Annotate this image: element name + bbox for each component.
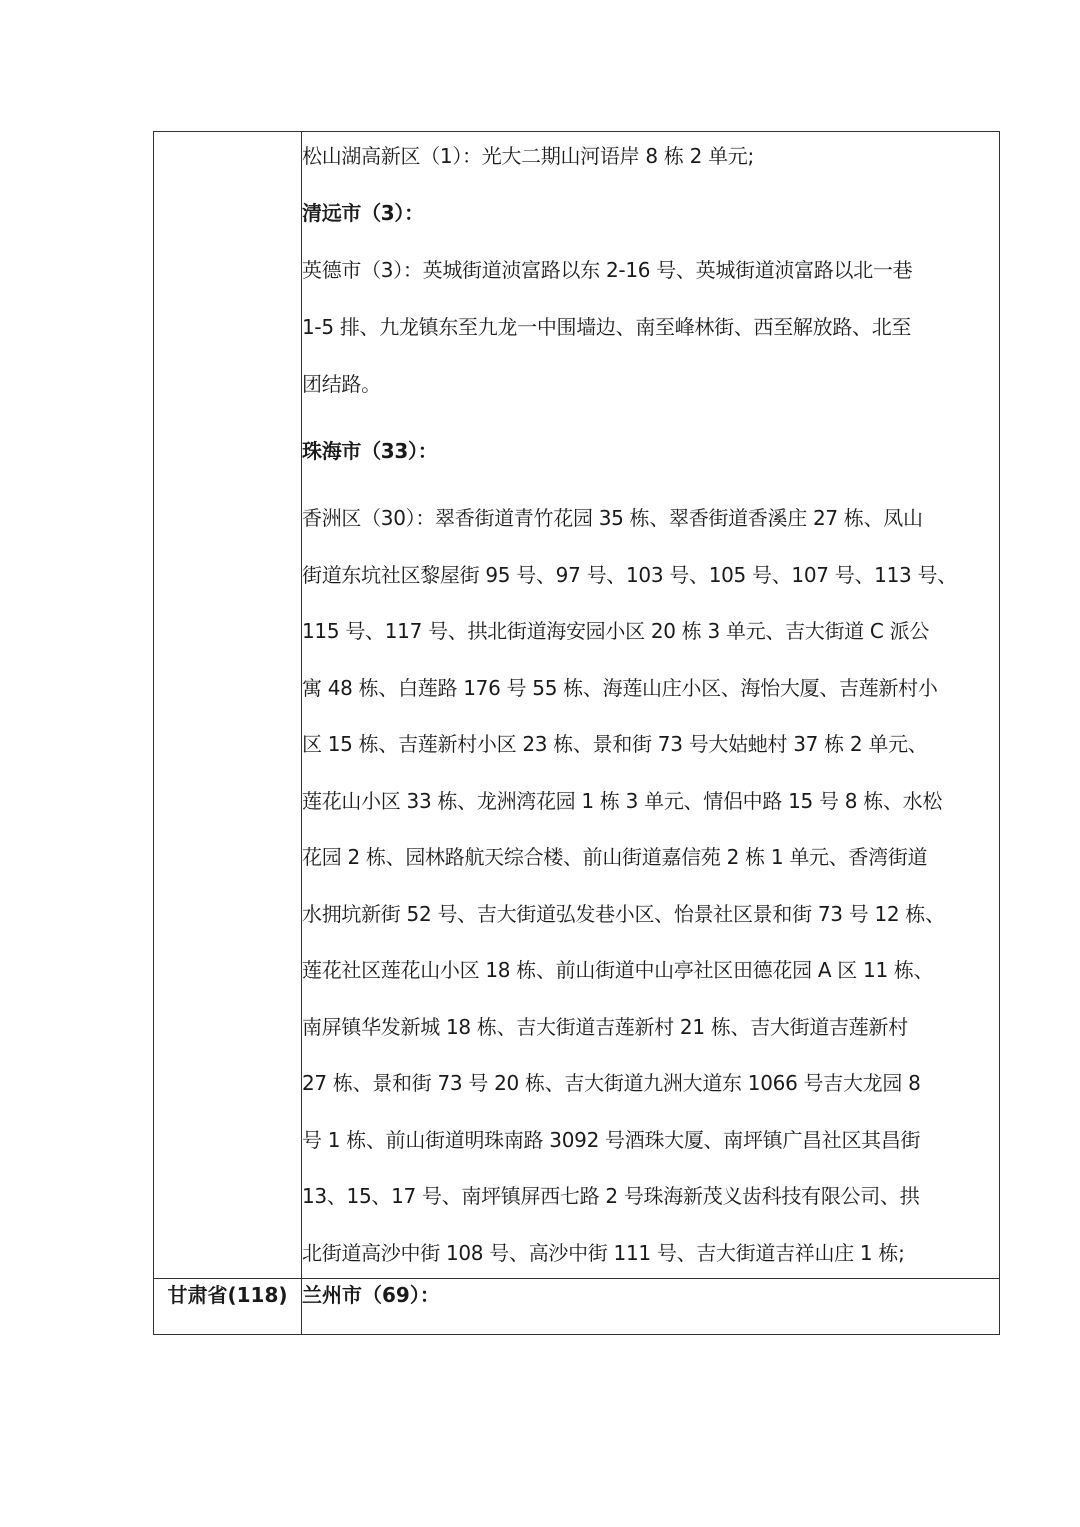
epidemic-area-table [153,131,1000,1335]
text-line: 水拥坑新街 52 号、吉大街道弘发巷小区、怡景社区景和街 73 号 12 栋、 [302,901,945,926]
text-line: 花园 2 栋、园林路航天综合楼、前山街道嘉信苑 2 栋 1 单元、香湾街道 [302,845,928,869]
text-line: 寓 48 栋、白莲路 176 号 55 栋、海莲山庄小区、海怡大厦、吉莲新村小 [302,675,938,700]
text-line: 莲花社区莲花山小区 18 栋、前山街道中山亭社区田德花园 A 区 11 栋、 [302,958,934,982]
content-cell [302,132,1000,1279]
table-row [154,1279,1000,1335]
text-line: 北街道高沙中街 108 号、高沙中街 111 号、吉大街道吉祥山庄 1 栋; [302,1240,905,1265]
district-line: 松山湖高新区（1）：光大二期山河语岸 8 栋 2 单元; [302,144,754,168]
text-line: 莲花山小区 33 栋、龙洲湾花园 1 栋 3 单元、情侣中路 15 号 8 栋、水松 [302,788,943,813]
city-heading: 兰州市（69）： [302,1279,1000,1335]
text-line: 27 栋、景和街 73 号 20 栋、吉大街道九洲大道东 1066 号吉大龙园 8 [302,1071,921,1095]
table-row [154,132,1000,1279]
text-line: 1-5 排、九龙镇东至九龙一中围墙边、南至峰林街、西至解放路、北至 [302,315,912,339]
text-line: 英德市（3）：英城街道浈富路以东 2-16 号、英城街道浈富路以北一巷 [302,258,913,282]
text-line: 115 号、117 号、拱北街道海安园小区 20 栋 3 单元、吉大街道 C 派公 [302,619,930,643]
province-cell: 甘肃省(118) [154,1279,302,1335]
text-line: 南屏镇华发新城 18 栋、吉大街道吉莲新村 21 栋、吉大街道吉莲新村 [302,1014,908,1039]
city-heading: 清远市（3）： [302,201,424,225]
district-block-yingde [302,256,999,398]
text-line: 号 1 栋、前山街道明珠南路 3092 号酒珠大厦、南坪镇广昌社区其昌街 [302,1127,921,1152]
district-block-xiangzhou [302,504,999,1267]
city-heading: 珠海市（33）： [302,439,438,463]
text-line: 团结路。 [302,372,381,396]
text-line: 街道东坑社区黎屋街 95 号、97 号、103 号、105 号、107 号、113 号、 [302,562,957,587]
text-line: 香洲区（30）：翠香街道青竹花园 35 栋、翠香街道香溪庄 27 栋、凤山 [302,506,923,530]
text-line: 13、15、17 号、南坪镇屏西七路 2 号珠海新茂义齿科技有限公司、拱 [302,1184,920,1208]
text-line: 区 15 栋、吉莲新村小区 23 栋、景和街 73 号大姑虵村 37 栋 2 单元、 [302,732,928,756]
province-cell-empty [154,132,302,1279]
